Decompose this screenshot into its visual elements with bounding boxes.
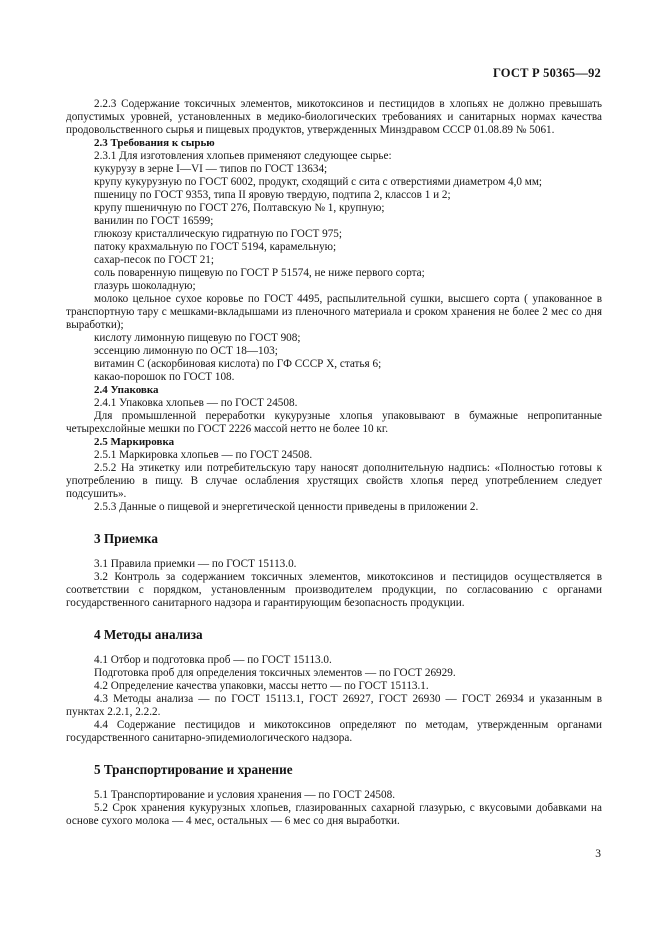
section-4-title: 4 Методы анализа	[94, 627, 203, 642]
list-item: эссенцию лимонную по ОСТ 18—103;	[94, 345, 278, 357]
paragraph-4-1b: Подготовка проб для определения токсичных элементов — по ГОСТ 26929.	[94, 667, 456, 679]
section-3-title: 3 Приемка	[94, 531, 158, 546]
paragraph-2-3-1: 2.3.1 Для изготовления хлопьев применяют следующее сырье:	[94, 150, 392, 162]
heading-2-3: 2.3 Требования к сырью	[94, 137, 215, 149]
raw-materials-list	[66, 163, 602, 384]
paragraph-2-2-3: 2.2.3 Содержание токсичных элементов, микотоксинов и пестицидов в хлопьях не должно превышать допустимых уровней, установленных в медико-биологических требованиях и санитарных нормах качества продовольственного сырья и пищевых продуктов, утвержденных Минздравом СССР 01.08.89 № 5061.	[66, 98, 602, 136]
paragraph-4-2: 4.2 Определение качества упаковки, массы нетто — по ГОСТ 15113.1.	[94, 680, 429, 692]
list-item: кислоту лимонную пищевую по ГОСТ 908;	[94, 332, 301, 344]
list-item: крупу кукурузную по ГОСТ 6002, продукт, сходящий с сита с отверстиями диаметром 4,0 мм;	[94, 176, 543, 188]
paragraph-4-1: 4.1 Отбор и подготовка проб — по ГОСТ 15113.0.	[94, 654, 332, 666]
list-item: патоку крахмальную по ГОСТ 5194, карамельную;	[94, 241, 337, 253]
list-item: глазурь шоколадную;	[94, 280, 196, 292]
paragraph-3-2: 3.2 Контроль за содержанием токсичных элементов, микотоксинов и пестицидов осуществляется в соответствии с порядком, установленным производителем продукции, по согласованию с органами государственного санитарного надзора и гарантирующим безопасность продукции.	[66, 571, 602, 609]
page-content	[66, 98, 602, 828]
list-item: сахар-песок по ГОСТ 21;	[94, 254, 214, 266]
heading-2-4: 2.4 Упаковка	[94, 384, 159, 396]
heading-2-5: 2.5 Маркировка	[94, 436, 175, 448]
document-id-header: ГОСТ Р 50365—92	[492, 66, 601, 80]
paragraph-4-4: 4.4 Содержание пестицидов и микотоксинов определяют по методам, утвержденным органами государственного санитарно-эпидемиологического надзора.	[66, 719, 602, 744]
list-item: глюкозу кристаллическую гидратную по ГОСТ 975;	[94, 228, 343, 240]
paragraph-2-4-2: Для промышленной переработки кукурузные хлопья упаковывают в бумажные непропитанные четырехслойные мешки по ГОСТ 2226 массой нетто не более 10 кг.	[66, 410, 602, 435]
paragraph-2-5-1: 2.5.1 Маркировка хлопьев — по ГОСТ 24508.	[94, 449, 313, 461]
list-item: пшеницу по ГОСТ 9353, типа II яровую твердую, подтипа 2, классов 1 и 2;	[94, 189, 451, 201]
paragraph-2-5-3: 2.5.3 Данные о пищевой и энергетической ценности приведены в приложении 2.	[94, 501, 479, 513]
paragraph-5-1: 5.1 Транспортирование и условия хранения — по ГОСТ 24508.	[94, 789, 396, 801]
paragraph-3-1: 3.1 Правила приемки — по ГОСТ 15113.0.	[94, 558, 297, 570]
paragraph-2-5-2: 2.5.2 На этикетку или потребительскую тару наносят дополнительную надпись: «Полностью готовы к употреблению в пищу. В случае ослабления хрустящих свойств хлопья перед употреблением следует подсушить».	[66, 462, 602, 500]
list-item: соль поваренную пищевую по ГОСТ Р 51574, не ниже первого сорта;	[94, 267, 425, 279]
section-5-title: 5 Транспортирование и хранение	[94, 762, 293, 777]
list-item: кукурузу в зерне I—VI — типов по ГОСТ 13634;	[94, 163, 328, 175]
list-item-milk: молоко цельное сухое коровье по ГОСТ 4495, распылительной сушки, высшего сорта ( упакованное в транспортную тару с мешками-вкладышами из пленочного материала и сроком хранения не более 2 мес со дня выработки);	[66, 293, 602, 331]
paragraph-5-2: 5.2 Срок хранения кукурузных хлопьев, глазированных сахарной глазурью, с вкусовыми добавками на основе сухого молока — 4 мес, остальных — 6 мес со дня выработки.	[66, 802, 602, 827]
paragraph-2-4-1: 2.4.1 Упаковка хлопьев — по ГОСТ 24508.	[94, 397, 298, 409]
list-item: какао-порошок по ГОСТ 108.	[94, 371, 235, 383]
list-item: ванилин по ГОСТ 16599;	[94, 215, 214, 227]
page-number: 3	[595, 848, 601, 860]
list-item: крупу пшеничную по ГОСТ 276, Полтавскую № 1, крупную;	[94, 202, 385, 214]
list-item: витамин С (аскорбиновая кислота) по ГФ СССР X, статья 6;	[94, 358, 382, 370]
paragraph-4-3: 4.3 Методы анализа — по ГОСТ 15113.1, ГОСТ 26927, ГОСТ 26930 — ГОСТ 26934 и указанным в пунктах 2.2.1, 2.2.2.	[66, 693, 602, 718]
